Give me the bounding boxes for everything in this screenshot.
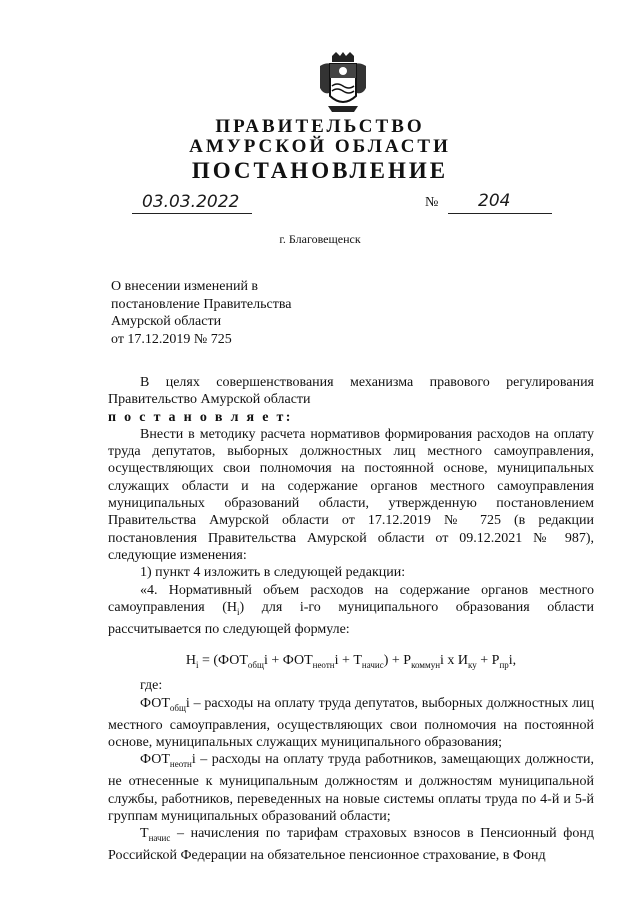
text-run: i – расходы на оплату труда работников, замещающих должности, не отнесенные к муниципальным должностям и должностям муниципальной службы, работников, переведенных на новые системы оплаты труда по 4-й и 5-й группам муниципальных образований области; [108, 752, 594, 825]
document-subject [111, 278, 291, 348]
text-run: ФОТ [140, 752, 170, 768]
city-label: г. Благовещенск [279, 232, 361, 246]
definition-fot-neotn [108, 751, 594, 825]
number-label: № [425, 195, 439, 210]
subscript: общ [169, 702, 186, 713]
formula-part: i + ФОТ [263, 653, 313, 669]
subscript: i [237, 606, 240, 617]
formula-part: i + Т [334, 653, 362, 669]
text-run: ) для i-го муниципального образования области рассчитывается по следующей формуле: [108, 599, 595, 637]
subscript: ку [468, 660, 477, 671]
formula-part: + Р [476, 653, 500, 669]
formula-part: i, [508, 653, 517, 669]
subscript: неотн [312, 660, 335, 671]
subscript: общ [247, 660, 264, 671]
subscript: начис [361, 660, 384, 671]
text-run: Т [140, 826, 149, 842]
document-body [108, 374, 594, 865]
paragraph-amendment: Внести в методику расчета нормативов формирования расходов на оплату труда депутатов, выборных должностных лиц местного самоуправления, осуществляющих свои полномочия на постоянной основе, муниципальных служащих области и на содержание органов местного самоуправления муниципальных образований области, утвержденную постановлением Правительства Амурской области от 17.12.2019 № 725 (в редакции постановления Правительства Амурской области от 09.12.2021 № 987), следующие изменения: [108, 426, 594, 563]
definition-fot-obsh [108, 695, 594, 752]
text-run: ФОТ [140, 695, 170, 711]
definition-t-nachis [108, 825, 594, 864]
number-field [448, 191, 552, 214]
subscript: неотн [169, 759, 192, 770]
subject-line: Амурской области [111, 314, 222, 329]
text-run: «4. Нормативный объем расходов на содержание органов местного самоуправления (Н [108, 582, 594, 615]
region-title: АМУРСКОЙ ОБЛАСТИ [189, 136, 451, 157]
resolves-heading: п о с т а н о в л я е т: [108, 409, 293, 425]
formula [108, 652, 594, 674]
document-type-title: ПОСТАНОВЛЕНИЕ [191, 158, 449, 183]
text-run: – начисления по тарифам страховых взносов в Пенсионный фонд Российской Федерации на обязательное пенсионное страхование, в Фонд [108, 826, 594, 864]
subject-line: О внесении изменений в [111, 279, 259, 294]
subscript: коммун [411, 660, 441, 671]
date-field [132, 191, 252, 214]
subscript: i [195, 660, 199, 671]
formula-part: ) + Р [383, 653, 412, 669]
coat-of-arms-emblem [318, 52, 368, 114]
formula-part: i х И [440, 653, 469, 669]
paragraph-purpose: В целях совершенствования механизма правового регулирования Правительство Амурской области [108, 375, 594, 408]
subject-line: от 17.12.2019 № 725 [111, 331, 232, 347]
formula-part: = (ФОТ [198, 653, 248, 669]
subscript: начис [148, 833, 171, 844]
subscript: пр [499, 660, 509, 671]
subject-line: постановление Правительства [111, 296, 292, 312]
formula-part: Н [185, 653, 196, 669]
number-value: 204 [478, 191, 511, 211]
date-value: 03.03.2022 [142, 192, 240, 212]
government-title: ПРАВИТЕЛЬСТВО [215, 116, 425, 137]
paragraph-item-1: 1) пункт 4 изложить в следующей редакции: [140, 565, 406, 581]
paragraph-item-4 [108, 582, 594, 639]
where-label: где: [140, 678, 163, 694]
text-run: i – расходы на оплату труда депутатов, выборных должностных лиц местного самоуправления, осуществляющих свои полномочия на постоянной основе, муниципальных служащих муниципального образования; [108, 695, 594, 751]
